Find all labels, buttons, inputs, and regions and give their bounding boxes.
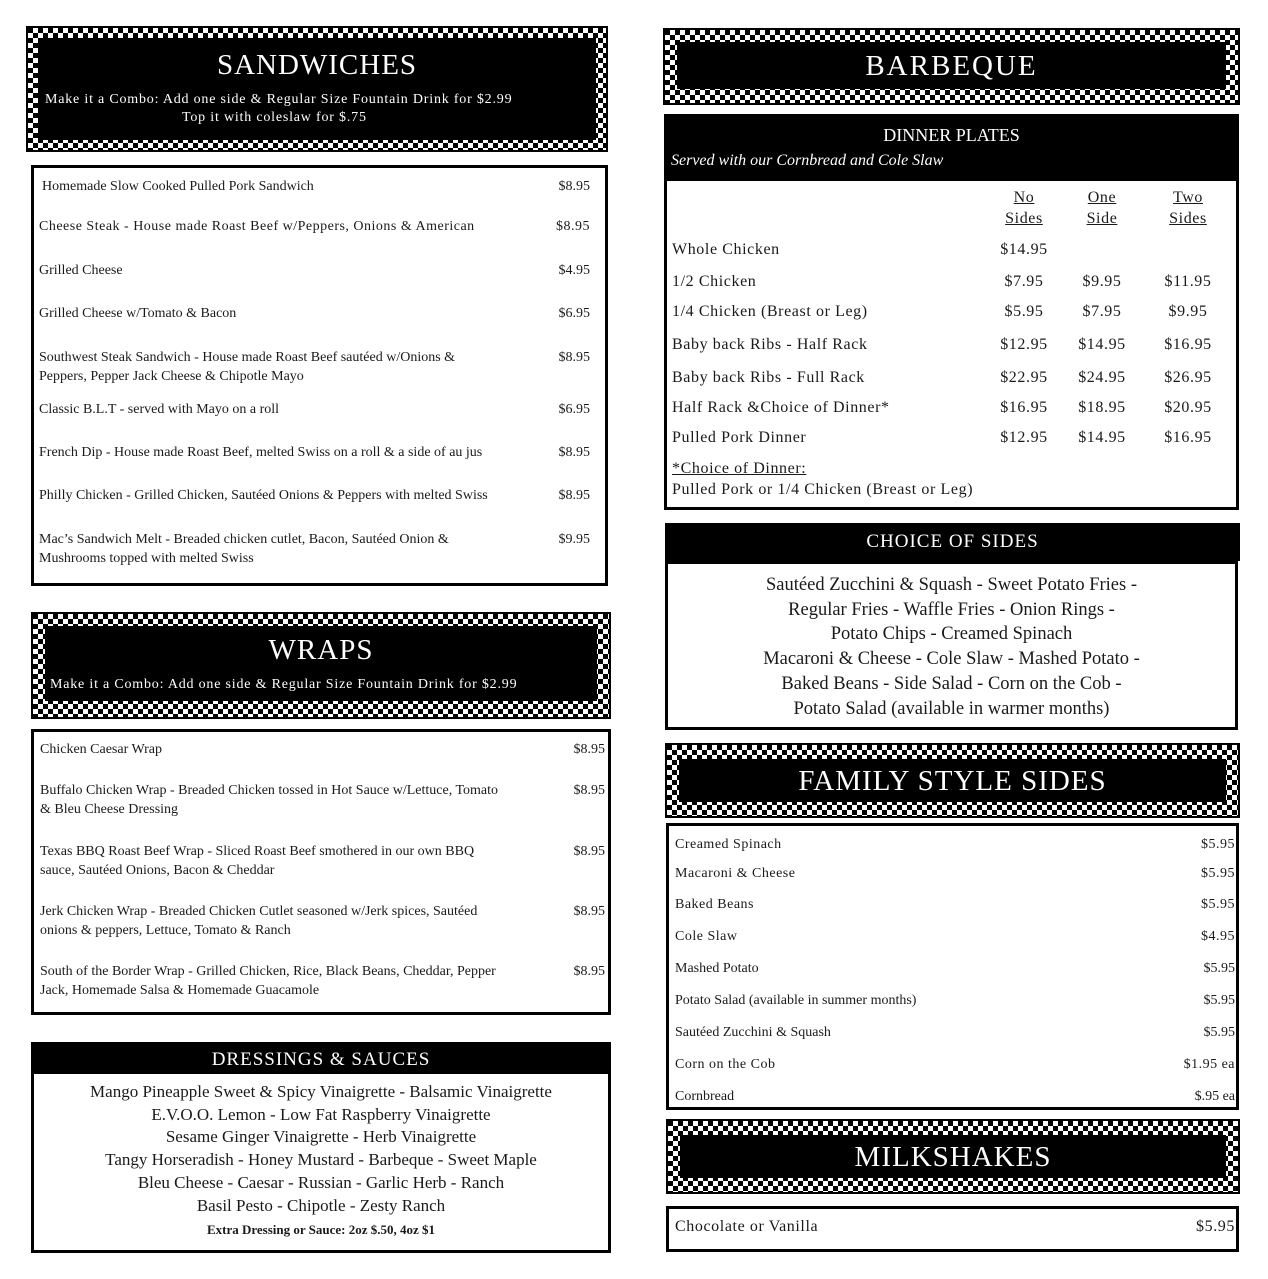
list-item: Jerk Chicken Wrap - Breaded Chicken Cutlet seasoned w/Jerk spices, Sautéed onions & peppers, Lettuce, Tomato & Ranch $8.95 xyxy=(40,904,605,938)
item-price: $5.95 xyxy=(1201,897,1235,912)
table-row: Baby back Ribs - Full Rack $22.95 $24.95 $26.95 xyxy=(672,369,1212,386)
item-price: $8.95 xyxy=(558,488,590,503)
item-price: $8.95 xyxy=(558,179,590,194)
dressing-line: Mango Pineapple Sweet & Spicy Vinaigrette - Balsamic Vinaigrette xyxy=(90,1082,552,1101)
dressing-line: Tangy Horseradish - Honey Mustard - Barbeque - Sweet Maple xyxy=(105,1150,537,1170)
col-header-no-sides: No Sides xyxy=(1005,189,1043,227)
choice-of-sides-title-bar xyxy=(665,523,1240,561)
item-price: $5.95 xyxy=(1203,993,1235,1008)
table-row: Pulled Pork Dinner $12.95 $14.95 $16.95 xyxy=(672,429,1212,446)
milkshakes-header xyxy=(666,1119,1240,1194)
table-row: Baby back Ribs - Half Rack $12.95 $14.95 $16.95 xyxy=(672,336,1212,353)
table-row: 1/2 Chicken $7.95 $9.95 $11.95 xyxy=(672,273,1212,290)
wraps-combo-note: Make it a Combo: Add one side & Regular Size Fountain Drink for $2.99 xyxy=(50,677,518,692)
sandwiches-list: Homemade Slow Cooked Pulled Pork Sandwich $8.95 Cheese Steak - House made Roast Beef w/Peppers, Onions & American $8.95 Grilled Cheese $4.95 Grilled Cheese w/Tomato & Bacon $6.95 Southwest Steak Sandwich - House made Roast Beef sautéed w/Onions & Peppers, Pepper Jack Cheese & Chipotle Mayo $8.95 Classic B.L.T - served with Mayo on a roll $6.95 French Dip - House made Roast Beef, melted Swiss on a roll & a side of au jus $8.95 Philly Chicken - Grilled Chicken, Sautéed Onions & Peppers with melted Swiss $8.95 Mac’s Sandwich Melt - Breaded chicken cutlet, Bacon, Sautéed Onion & Mushrooms topped with melted Swiss $9.95 xyxy=(31,165,608,586)
list-item: Southwest Steak Sandwich - House made Roast Beef sautéed w/Onions & Peppers, Pepper Jack Cheese & Chipotle Mayo $8.95 xyxy=(39,350,590,384)
wraps-header xyxy=(31,612,611,719)
side-line: Potato Salad (available in warmer months) xyxy=(793,698,1110,719)
dinner-plates-header xyxy=(667,117,1236,181)
dressing-line: Sesame Ginger Vinaigrette - Herb Vinaigrette xyxy=(165,1127,477,1147)
sides-list xyxy=(668,573,1235,721)
wraps-list: Chicken Caesar Wrap $8.95 Buffalo Chicken Wrap - Breaded Chicken tossed in Hot Sauce w/Lettuce, Tomato & Bleu Cheese Dressing $8.95 Texas BBQ Roast Beef Wrap - Sliced Roast Beef smothered in our own BBQ sauce, Sautéed Onions, Bacon & Cheddar $8.95 Jerk Chicken Wrap - Breaded Chicken Cutlet seasoned w/Jerk spices, Sautéed onions & peppers, Lettuce, Tomato & Ranch $8.95 South of the Border Wrap - Grilled Chicken, Rice, Black Beans, Cheddar, Pepper Jack, Homemade Salsa & Homemade Guacamole $8.95 xyxy=(31,729,611,1015)
dressing-line: Bleu Cheese - Caesar - Russian - Garlic Herb - Ranch xyxy=(137,1172,505,1192)
list-item: Mac’s Sandwich Melt - Breaded chicken cutlet, Bacon, Sautéed Onion & Mushrooms topped with melted Swiss $9.95 xyxy=(39,532,590,566)
item-price: $9.95 xyxy=(558,532,590,547)
wraps-title: WRAPS xyxy=(268,634,374,666)
item-price: $6.95 xyxy=(558,306,590,321)
item-price: $.95 ea xyxy=(1194,1089,1235,1104)
sandwiches-combo-note: Make it a Combo: Add one side & Regular Size Fountain Drink for $2.99 xyxy=(45,92,513,107)
choice-of-dinner-text: Pulled Pork or 1/4 Chicken (Breast or Leg) xyxy=(672,481,974,498)
side-line: Potato Chips - Creamed Spinach xyxy=(830,624,1073,645)
milkshakes-title: MILKSHAKES xyxy=(854,1141,1052,1173)
barbeque-header xyxy=(663,28,1240,105)
milkshakes-box: Chocolate or Vanilla $5.95 xyxy=(666,1206,1239,1252)
list-item: Texas BBQ Roast Beef Wrap - Sliced Roast Beef smothered in our own BBQ sauce, Sautéed Onions, Bacon & Cheddar $8.95 xyxy=(40,844,605,878)
item-price: $8.95 xyxy=(558,350,590,365)
dressings-box xyxy=(31,1074,611,1253)
barbeque-title: BARBEQUE xyxy=(865,50,1038,82)
choice-of-dinner-label: *Choice of Dinner: xyxy=(672,460,807,477)
dressing-line: Basil Pesto - Chipotle - Zesty Ranch xyxy=(196,1195,446,1215)
item-price: $5.95 xyxy=(1203,961,1235,976)
table-row: 1/4 Chicken (Breast or Leg) $5.95 $7.95 $9.95 xyxy=(672,303,1208,320)
extra-dressing-note: Extra Dressing or Sauce: 2oz $.50, 4oz $1 xyxy=(206,1222,436,1238)
dinner-plates-subtitle: Served with our Cornbread and Cole Slaw xyxy=(671,152,944,169)
dinner-plates-box xyxy=(664,114,1239,510)
list-item: South of the Border Wrap - Grilled Chicken, Rice, Black Beans, Cheddar, Pepper Jack, Homemade Salsa & Homemade Guacamole $8.95 xyxy=(40,964,605,998)
table-row: Half Rack &Choice of Dinner* $16.95 $18.95 $20.95 xyxy=(672,399,1212,416)
side-line: Sautéed Zucchini & Squash - Sweet Potato Fries - xyxy=(766,575,1137,595)
item-price: $8.95 xyxy=(573,904,605,919)
side-line: Baked Beans - Side Salad - Corn on the Cob - xyxy=(781,673,1122,694)
item-price: $8.95 xyxy=(558,445,590,460)
item-price: $5.95 xyxy=(1203,1025,1235,1040)
dressings-title-bar xyxy=(31,1042,611,1077)
col-header-one-side: One Side xyxy=(1086,189,1118,227)
sandwiches-header xyxy=(26,26,608,152)
dressing-line: E.V.O.O. Lemon - Low Fat Raspberry Vinaigrette xyxy=(151,1104,491,1124)
item-price: $5.95 xyxy=(1201,837,1235,852)
item-price: $8.95 xyxy=(556,219,590,234)
dressings-list xyxy=(34,1081,608,1242)
sandwiches-coleslaw-note: Top it with coleslaw for $.75 xyxy=(182,110,367,125)
dressings-title: DRESSINGS & SAUCES xyxy=(211,1049,431,1070)
item-price: $8.95 xyxy=(573,964,605,979)
sandwiches-title: SANDWICHES xyxy=(216,49,418,81)
list-item: Buffalo Chicken Wrap - Breaded Chicken tossed in Hot Sauce w/Lettuce, Tomato & Bleu Cheese Dressing $8.95 xyxy=(40,783,605,817)
family-sides-header xyxy=(665,743,1240,818)
side-line: Regular Fries - Waffle Fries - Onion Rings - xyxy=(788,599,1115,620)
item-price: $4.95 xyxy=(1201,929,1235,944)
table-row: Whole Chicken $14.95 xyxy=(672,241,1048,258)
item-price: $6.95 xyxy=(558,402,590,417)
item-price: $1.95 ea xyxy=(1183,1057,1235,1072)
item-price: $5.95 xyxy=(1201,866,1235,881)
item-price: $8.95 xyxy=(573,844,605,859)
item-price: $8.95 xyxy=(573,742,605,757)
item-price: $8.95 xyxy=(573,783,605,798)
family-sides-list: Creamed Spinach $5.95 Macaroni & Cheese $5.95 Baked Beans $5.95 Cole Slaw $4.95 Mashed Potato $5.95 Potato Salad (available in summer months) $5.95 Sautéed Zucchini & Squash $5.95 Corn on the Cob $1.95 ea Cornbread $.95 ea xyxy=(666,823,1239,1110)
choice-of-sides-box xyxy=(665,561,1238,730)
col-header-two-sides: Two Sides xyxy=(1169,189,1207,227)
dinner-plates-title: DINNER PLATES xyxy=(883,125,1020,145)
side-line: Macaroni & Cheese - Cole Slaw - Mashed Potato - xyxy=(763,649,1140,670)
family-sides-title: FAMILY STYLE SIDES xyxy=(798,765,1107,797)
item-price: $5.95 xyxy=(1196,1218,1235,1235)
choice-of-sides-title: CHOICE OF SIDES xyxy=(866,531,1039,552)
item-price: $4.95 xyxy=(558,263,590,278)
